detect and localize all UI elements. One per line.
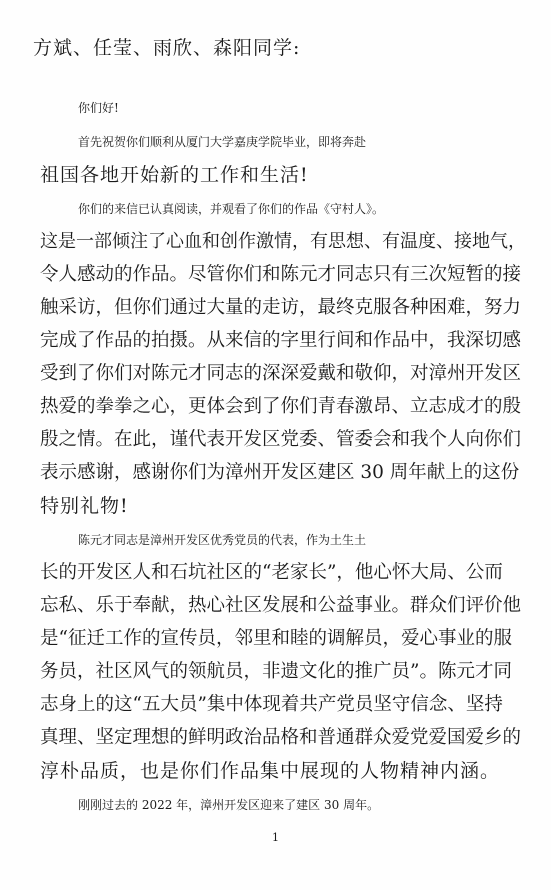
paragraph-3-line-5: 务员，社区风气的领航员，非遗文化的推广员”。陈元才同 xyxy=(40,661,512,682)
salutation: 方斌、任莹、雨欣、森阳同学: xyxy=(33,37,301,59)
paragraph-3-line-7: 真理、坚定理想的鲜明政治品格和普通群众爱党爱国爱乡的 xyxy=(40,727,522,748)
paragraph-2-line-8: 殷之情。在此，谨代表开发区党委、管委会和我个人向你们 xyxy=(40,429,522,450)
paragraph-2-line-4: 触采访，但你们通过大量的走访，最终克服各种困难，努力 xyxy=(40,297,522,318)
paragraph-2-line-6: 受到了你们对陈元才同志的深深爱戴和敬仰，对漳州开发区 xyxy=(40,363,522,384)
paragraph-3-line-3: 忘私、乐于奉献，热心社区发展和公益事业。群众们评价他 xyxy=(40,595,522,616)
greeting-line: 你们好! xyxy=(78,101,119,115)
paragraph-2-line-2: 这是一部倾注了心血和创作激情，有思想、有温度、接地气， xyxy=(40,231,526,252)
paragraph-2-line-1: 你们的来信已认真阅读，并观看了你们的作品《守村人》。 xyxy=(78,202,385,216)
paragraph-2-line-3: 令人感动的作品。尽管你们和陈元才同志只有三次短暂的接 xyxy=(40,264,522,285)
paragraph-2-line-7: 热爱的拳拳之心，更体会到了你们青春激昂、立志成才的殷 xyxy=(40,396,522,417)
paragraph-3-line-4: 是“征迁工作的宣传员，邻里和睦的调解员，爱心事业的服 xyxy=(40,628,512,649)
paragraph-1-line-2: 祖国各地开始新的工作和生活! xyxy=(40,164,309,186)
paragraph-3-line-1: 陈元才同志是漳州开发区优秀党员的代表，作为土生土 xyxy=(78,533,367,547)
paragraph-3-line-6: 志身上的这“五大员”集中体现着共产党员坚守信念、坚持 xyxy=(40,694,503,715)
paragraph-2-line-9: 表示感谢，感谢你们为漳州开发区建区 30 周年献上的这份 xyxy=(40,462,520,483)
paragraph-2-line-10: 特别礼物! xyxy=(40,495,129,517)
paragraph-2-line-5: 完成了作品的拍摄。从来信的字里行间和作品中，我深切感 xyxy=(40,330,522,351)
paragraph-3-line-8: 淳朴品质，也是你们作品集中展现的人物精神内涵。 xyxy=(40,760,501,782)
paragraph-4-line-1: 刚刚过去的 2022 年，漳州开发区迎来了建区 30 周年。 xyxy=(78,798,380,812)
paragraph-3-line-2: 长的开发区人和石坑社区的“老家长”，他心怀大局、公而 xyxy=(40,562,503,583)
paragraph-1-line-1: 首先祝贺你们顺利从厦门大学嘉庚学院毕业，即将奔赴 xyxy=(78,135,367,149)
page-number: 1 xyxy=(272,831,279,844)
